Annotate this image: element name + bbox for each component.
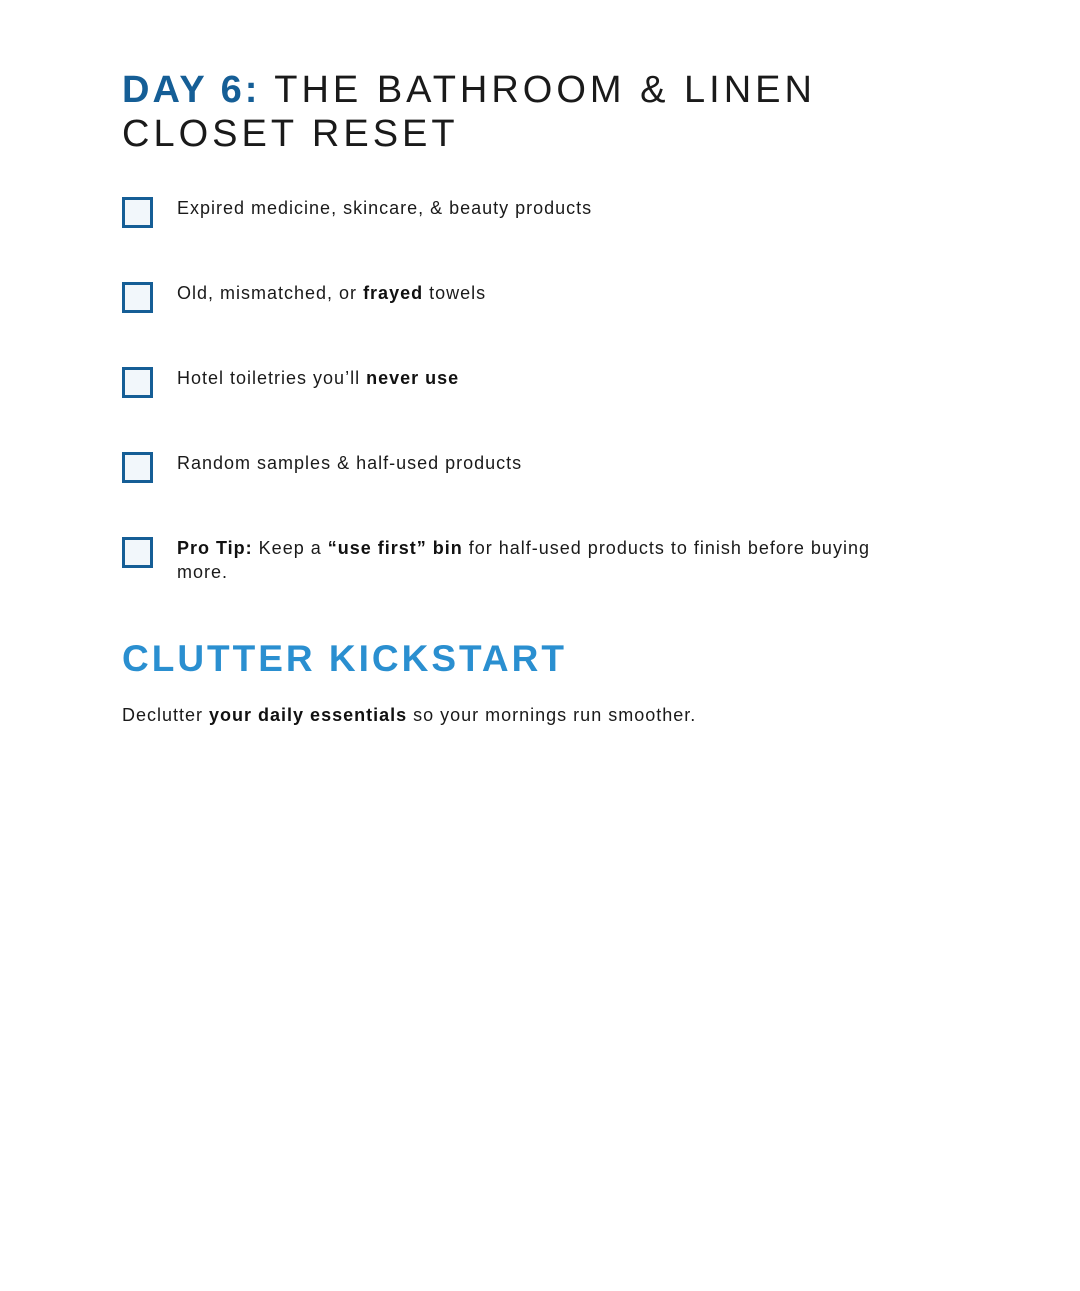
section-desc-emphasis: your daily essentials [209,705,408,725]
title-text: THE BATHROOM & LINEN CLOSET RESET [122,69,816,155]
body-text: Random samples & half-used products [177,453,523,473]
checklist-item-text [177,366,459,390]
body-text: Hotel toiletries you’ll [177,368,367,388]
checklist-item-text [177,451,522,475]
body-text: Old, mismatched, or [177,283,364,303]
checklist-item [122,196,942,281]
checkbox[interactable] [122,197,153,228]
checklist-item-text [177,281,486,305]
day-label: DAY 6: [122,69,261,111]
checkbox[interactable] [122,282,153,313]
section-desc-start: Declutter [122,705,210,725]
checkbox[interactable] [122,537,153,568]
body-text: Expired medicine, skincare, & beauty products [177,198,593,218]
emphasis-text: Pro Tip: [177,538,253,558]
emphasis-text: “use first” bin [327,538,463,558]
checkbox[interactable] [122,452,153,483]
checkbox[interactable] [122,367,153,398]
emphasis-text: never use [366,368,460,388]
body-text: for half-used products to finish before buying more. [177,538,870,582]
page-title [122,68,942,156]
checklist-item-pro-tip [122,536,942,621]
checklist-item [122,366,942,451]
body-text: Keep a [252,538,328,558]
section-title: CLUTTER KICKSTART [122,638,567,679]
emphasis-text: frayed [363,283,424,303]
worksheet-page [122,68,942,727]
checklist [122,196,942,621]
checklist-item-text [177,536,907,584]
checklist-item [122,281,942,366]
body-text: towels [423,283,487,303]
checklist-item [122,451,942,536]
checklist-item-text [177,196,592,220]
section-description [122,703,942,727]
section-desc-end: so your mornings run smoother. [407,705,697,725]
